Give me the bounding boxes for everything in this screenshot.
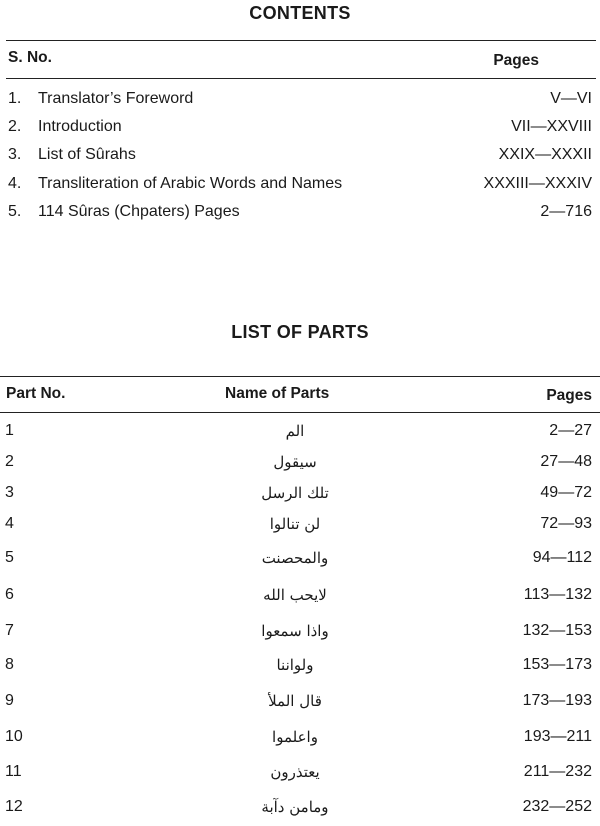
- parts-row: [0, 484, 600, 508]
- contents-heading: CONTENTS: [249, 3, 351, 23]
- part-name: تلك الرسل: [261, 484, 329, 502]
- parts-col-name: Name of Parts: [225, 385, 330, 402]
- part-pages: 153—173: [522, 656, 592, 673]
- contents-item-pages: 2—716: [540, 203, 592, 220]
- part-number: 1: [5, 422, 14, 439]
- contents-item-number: 4.: [8, 175, 22, 192]
- part-number: 12: [5, 798, 23, 815]
- contents-item-pages: VII—XXVIII: [511, 118, 592, 135]
- part-name: واذا سمعوا: [261, 622, 329, 640]
- parts-row: [0, 515, 600, 539]
- parts-top-rule: [0, 376, 600, 377]
- contents-item-number: 1.: [8, 90, 22, 107]
- contents-item-title: Translator’s Foreword: [38, 90, 194, 107]
- parts-row: [0, 453, 600, 477]
- part-number: 4: [5, 515, 14, 532]
- parts-row: [0, 622, 600, 646]
- contents-col-pages: Pages: [493, 52, 539, 69]
- contents-item-pages: V—VI: [550, 90, 592, 107]
- part-number: 6: [5, 586, 14, 603]
- parts-heading: LIST OF PARTS: [231, 322, 369, 342]
- contents-col-sno: S. No.: [8, 49, 52, 66]
- contents-row: [0, 175, 600, 199]
- part-number: 3: [5, 484, 14, 501]
- part-pages: 232—252: [522, 798, 592, 815]
- contents-item-title: Introduction: [38, 118, 122, 135]
- part-pages: 113—132: [523, 586, 592, 603]
- contents-item-title: 114 Sûras (Chpaters) Pages: [38, 203, 240, 220]
- part-number: 7: [5, 622, 14, 639]
- part-name: سيقول: [273, 453, 317, 471]
- contents-item-title: Transliteration of Arabic Words and Names: [38, 175, 343, 192]
- contents-row: [0, 90, 600, 114]
- contents-item-number: 3.: [8, 146, 22, 163]
- part-name: ولواننا: [276, 656, 314, 674]
- contents-row: [0, 146, 600, 170]
- part-name: الم: [285, 422, 305, 440]
- parts-row: [0, 656, 600, 680]
- contents-item-pages: XXXIII—XXXIV: [483, 175, 592, 192]
- part-name: والمحصنت: [261, 549, 329, 567]
- part-number: 5: [5, 549, 14, 566]
- part-pages: 27—48: [540, 453, 592, 470]
- contents-row: [0, 203, 600, 227]
- part-number: 9: [5, 692, 14, 709]
- contents-header-rule: [6, 78, 596, 79]
- part-number: 11: [5, 763, 22, 780]
- parts-header-rule: [0, 412, 600, 413]
- part-pages: 94—112: [532, 549, 592, 566]
- part-pages: 2—27: [549, 422, 592, 439]
- contents-item-number: 5.: [8, 203, 22, 220]
- contents-item-number: 2.: [8, 118, 22, 135]
- part-name: لايحب الله: [263, 586, 327, 604]
- part-pages: 49—72: [540, 484, 592, 501]
- parts-row: [0, 763, 600, 787]
- contents-item-title: List of Sûrahs: [38, 146, 136, 163]
- part-name: واعلموا: [272, 728, 318, 746]
- part-pages: 173—193: [522, 692, 592, 709]
- parts-row: [0, 586, 600, 610]
- part-name: قال الملأ: [268, 692, 322, 710]
- part-name: ومامن دآبة: [261, 798, 329, 816]
- parts-row: [0, 692, 600, 716]
- contents-top-rule: [6, 40, 596, 41]
- part-number: 10: [5, 728, 23, 745]
- part-pages: 72—93: [540, 515, 592, 532]
- parts-row: [0, 728, 600, 752]
- part-name: يعتذرون: [270, 763, 320, 781]
- part-pages: 193—211: [523, 728, 592, 745]
- part-pages: 132—153: [522, 622, 592, 639]
- part-number: 2: [5, 453, 14, 470]
- parts-row: [0, 798, 600, 822]
- contents-row: [0, 118, 600, 142]
- part-pages: 211—232: [523, 763, 592, 780]
- part-number: 8: [5, 656, 14, 673]
- parts-col-part-no: Part No.: [6, 385, 66, 402]
- parts-col-pages: Pages: [546, 387, 592, 404]
- part-name: لن تنالوا: [269, 515, 321, 533]
- parts-row: [0, 549, 600, 573]
- parts-row: [0, 422, 600, 446]
- contents-item-pages: XXIX—XXXII: [498, 146, 592, 163]
